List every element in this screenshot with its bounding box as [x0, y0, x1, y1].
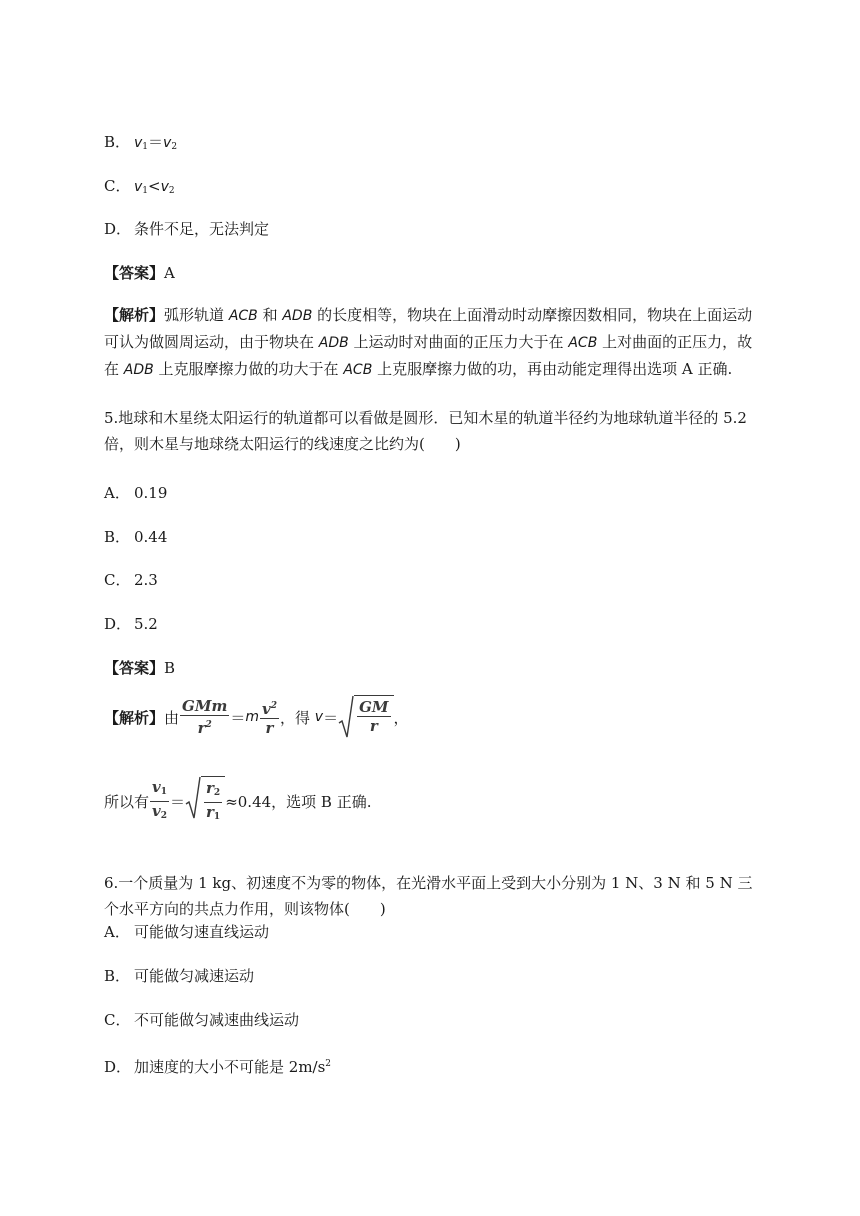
- option-letter: D．: [104, 615, 132, 633]
- var-m: m: [245, 709, 259, 725]
- q4-analysis: [104, 302, 760, 383]
- analysis-text: ≈0.44，选项 B 正确.: [225, 792, 372, 811]
- option-letter: A．: [104, 923, 130, 941]
- track-acb: ACB: [343, 362, 373, 378]
- option-letter: C．: [104, 177, 131, 195]
- operator: <: [148, 177, 161, 195]
- q5-answer: [104, 658, 175, 678]
- var-v: v: [314, 709, 324, 725]
- analysis-text: 所以有: [104, 792, 150, 811]
- option-text: 0.19: [134, 484, 168, 502]
- q5-analysis-eq1: [104, 695, 409, 739]
- q6-option-a: [104, 922, 269, 942]
- base: v: [261, 700, 271, 718]
- radical-sign-icon: [185, 776, 201, 820]
- q5-option-d: [104, 614, 158, 634]
- option-letter: C．: [104, 571, 131, 589]
- option-letter: C．: [104, 1011, 131, 1029]
- track-acb: ACB: [568, 335, 598, 351]
- subscript: 1: [142, 142, 149, 152]
- fraction-gm-r: [357, 698, 390, 739]
- option-letter: A．: [104, 484, 130, 502]
- option-letter: B．: [104, 528, 131, 546]
- fraction-numerator: GMm: [182, 697, 228, 715]
- track-adb: ADB: [282, 308, 313, 324]
- base: r: [206, 803, 214, 821]
- track-adb: ADB: [318, 335, 349, 351]
- fraction-numerator: [260, 697, 279, 719]
- option-text: 2.3: [134, 571, 158, 589]
- base: r: [197, 719, 206, 737]
- radical-sign-icon: [338, 695, 354, 739]
- analysis-text: 由: [164, 708, 180, 727]
- analysis-text: 上对曲面的正压力，故在: [104, 333, 753, 378]
- q6-option-d: [104, 1054, 331, 1077]
- subscript: 2: [171, 142, 178, 152]
- equals-sign: ＝: [170, 792, 186, 811]
- option-text: 条件不足，无法判定: [134, 220, 270, 238]
- fraction-gmm-r2: [180, 697, 229, 737]
- q5-stem: 5.地球和木星绕太阳运行的轨道都可以看做是圆形．已知木星的轨道半径约为地球轨道半径的 5.2 倍，则木星与地球绕太阳运行的线速度之比约为( ): [104, 409, 747, 453]
- option-text: 加速度的大小不可能是 2m/s: [134, 1058, 326, 1076]
- q4-answer: [104, 263, 175, 283]
- analysis-label: 【解析】: [104, 306, 165, 324]
- var-v: v: [160, 179, 169, 195]
- analysis-text: 的长度相等，物块在上面滑动时动摩擦因数相同，物块在上面运动可认为做圆周运动，由于物块在: [104, 306, 753, 351]
- base: v: [152, 777, 161, 796]
- option-text: 不可能做匀减速曲线运动: [134, 1011, 300, 1029]
- exponent: 2: [325, 1059, 332, 1069]
- fraction-v2-r: [260, 697, 279, 737]
- q6-stem: 6.一个质量为 1 kg、初速度不为零的物体，在光滑水平面上受到大小分别为 1 N、3 N 和 5 N 三个水平方向的共点力作用，则该物体( ): [104, 874, 753, 918]
- analysis-text: ，得: [279, 708, 310, 727]
- option-letter: B．: [104, 967, 131, 985]
- answer-label: 【答案】: [104, 264, 165, 282]
- subscript: 1: [160, 786, 167, 797]
- answer-label: 【答案】: [104, 659, 165, 677]
- fraction-r2-r1: [204, 779, 222, 826]
- exponent: 2: [270, 701, 277, 711]
- analysis-text: ，: [393, 708, 409, 727]
- subscript: 2: [160, 810, 167, 821]
- equals-sign: ＝: [230, 708, 246, 727]
- q5-option-a: [104, 483, 167, 503]
- option-text: 5.2: [134, 615, 158, 633]
- q6-option-b: [104, 966, 254, 986]
- analysis-label: 【解析】: [104, 708, 165, 727]
- sqrt-r2-r1: [185, 776, 225, 826]
- track-acb: ACB: [228, 308, 258, 324]
- exponent: 2: [205, 720, 212, 730]
- analysis-text: 上克服摩擦力做的功，再由动能定理得出选项 A 正确.: [377, 360, 733, 378]
- subscript: 2: [213, 788, 221, 798]
- subscript: 1: [142, 186, 149, 196]
- fraction-denominator: r: [369, 717, 378, 735]
- fraction-numerator: GM: [359, 698, 389, 716]
- q4-option-b: [104, 132, 177, 157]
- analysis-text: 上克服摩擦力做的功大于在: [158, 360, 339, 378]
- option-letter: B．: [104, 133, 131, 151]
- option-text: 可能做匀速直线运动: [134, 923, 270, 941]
- option-text: 可能做匀减速运动: [134, 967, 255, 985]
- var-v: v: [163, 135, 172, 151]
- answer-value: A: [164, 264, 175, 282]
- fraction-v1-v2: [150, 778, 169, 825]
- var-v: v: [134, 179, 143, 195]
- fraction-numerator: [150, 778, 169, 802]
- fraction-denominator: [196, 716, 214, 737]
- q6-option-c: [104, 1010, 299, 1030]
- fraction-denominator: [150, 802, 169, 825]
- radicand: [354, 695, 393, 739]
- q5-option-c: [104, 570, 158, 590]
- q5-analysis-eq2: [104, 776, 371, 826]
- var-v: v: [134, 135, 143, 151]
- analysis-text: 上运动时对曲面的正压力大于在: [353, 333, 564, 351]
- fraction-denominator: [204, 803, 222, 826]
- fraction-numerator: [204, 779, 222, 803]
- base: r: [206, 779, 214, 797]
- operator: ＝: [148, 133, 164, 151]
- q5-option-b: [104, 527, 167, 547]
- subscript: 2: [168, 186, 175, 196]
- analysis-text: 弧形轨道: [164, 306, 225, 324]
- analysis-text: 和: [262, 306, 278, 324]
- q4-option-c: [104, 176, 175, 201]
- option-letter: D．: [104, 1058, 132, 1076]
- radicand: [201, 776, 225, 826]
- option-letter: D．: [104, 220, 132, 238]
- subscript: 1: [213, 812, 221, 822]
- base: v: [152, 801, 161, 820]
- track-adb: ADB: [123, 362, 154, 378]
- fraction-denominator: r: [265, 719, 274, 737]
- q4-option-d: [104, 219, 269, 239]
- equals-sign: ＝: [323, 708, 339, 727]
- answer-value: B: [164, 659, 176, 677]
- option-text: 0.44: [134, 528, 168, 546]
- sqrt-gm-r: [338, 695, 393, 739]
